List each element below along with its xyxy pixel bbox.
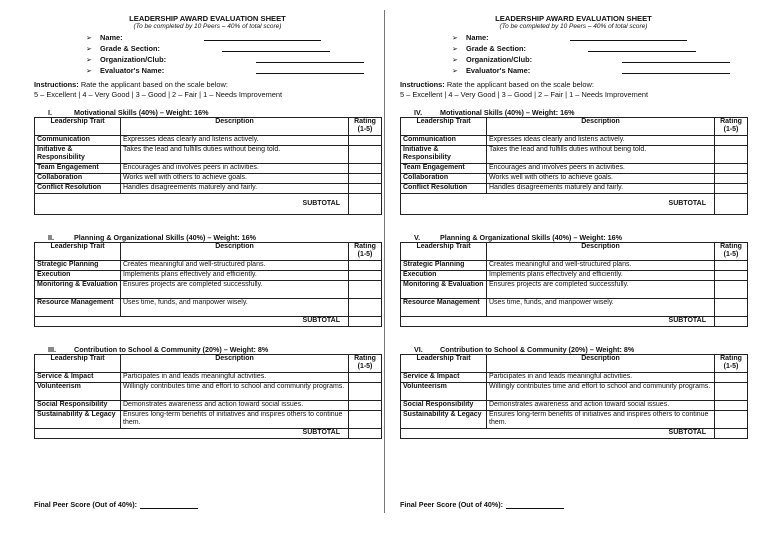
section-name: Contribution to School & Community (20%) – Weight: 8%: [440, 345, 635, 354]
description-cell: Participates in and leads meaningful activities.: [487, 373, 715, 383]
field-blank-line[interactable]: [588, 43, 696, 52]
section-name: Planning & Organizational Skills (40%) – Weight: 16%: [74, 233, 256, 242]
form-subtitle: (To be completed by 10 Peers – 40% of total score): [133, 23, 282, 30]
table-header-row: [35, 243, 382, 261]
description-cell: Expresses ideas clearly and listens actively.: [487, 136, 715, 146]
field-row: [86, 65, 381, 76]
form-subtitle: (To be completed by 10 Peers – 40% of total score): [499, 23, 648, 30]
description-cell: Works well with others to achieve goals.: [487, 174, 715, 184]
trait-cell: Team Engagement: [35, 164, 121, 174]
table-row: [401, 401, 748, 411]
section-title: [48, 233, 381, 242]
table-row: [401, 373, 748, 383]
header-rating: Rating (1-5): [349, 355, 382, 373]
table-row: [401, 411, 748, 429]
rating-input-cell[interactable]: [349, 401, 382, 411]
final-score: [400, 500, 564, 509]
trait-cell: Monitoring & Evaluation: [35, 281, 121, 299]
form-title: LEADERSHIP AWARD EVALUATION SHEET: [129, 14, 286, 23]
header-description: Description: [121, 118, 349, 136]
subtotal-label: SUBTOTAL: [35, 429, 349, 439]
field-label: Evaluator's Name:: [100, 66, 165, 75]
rating-input-cell[interactable]: [715, 401, 748, 411]
rating-input-cell[interactable]: [349, 146, 382, 164]
rating-input-cell[interactable]: [349, 271, 382, 281]
section-title: [414, 108, 747, 117]
table-header-row: [35, 118, 382, 136]
description-cell: Implements plans effectively and efficiently.: [487, 271, 715, 281]
table-row: [35, 146, 382, 164]
description-cell: Ensures long-term benefits of initiatives and inspires others to continue them.: [121, 411, 349, 429]
rating-input-cell[interactable]: [715, 411, 748, 429]
trait-cell: Initiative & Responsibility: [401, 146, 487, 164]
table-row: [401, 281, 748, 299]
trait-cell: Strategic Planning: [401, 261, 487, 271]
instructions-text: Rate the applicant based on the scale below:: [78, 80, 228, 89]
field-row: [86, 32, 381, 43]
header-description: Description: [487, 355, 715, 373]
rating-scale: 5 – Excellent | 4 – Very Good | 3 – Good | 2 – Fair | 1 – Needs Improvement: [400, 90, 649, 99]
field-row: [452, 54, 747, 65]
section-name: Motivational Skills (40%) – Weight: 16%: [74, 108, 209, 117]
section-title: [414, 345, 747, 354]
page-divider: [384, 10, 385, 513]
trait-cell: Social Responsibility: [35, 401, 121, 411]
subtotal-row: [35, 194, 382, 215]
section-numeral: V.: [414, 233, 421, 242]
table-row: [35, 299, 382, 317]
rating-input-cell[interactable]: [349, 383, 382, 401]
table-row: [401, 164, 748, 174]
table-row: [35, 184, 382, 194]
final-score-blank-line[interactable]: [140, 500, 198, 509]
rating-input-cell[interactable]: [349, 174, 382, 184]
subtotal-row: [401, 429, 748, 439]
description-cell: Creates meaningful and well-structured plans.: [487, 261, 715, 271]
rating-table: [34, 117, 382, 215]
description-cell: Implements plans effectively and efficiently.: [121, 271, 349, 281]
description-cell: Demonstrates awareness and action toward social issues.: [487, 401, 715, 411]
description-cell: Demonstrates awareness and action toward social issues.: [121, 401, 349, 411]
rating-input-cell[interactable]: [715, 184, 748, 194]
field-label: Grade & Section:: [100, 44, 160, 53]
header-rating: Rating (1-5): [349, 118, 382, 136]
description-cell: Encourages and involves peers in activities.: [487, 164, 715, 174]
trait-cell: Execution: [35, 271, 121, 281]
section-name: Motivational Skills (40%) – Weight: 16%: [440, 108, 575, 117]
header-trait: Leadership Trait: [35, 243, 121, 261]
field-label: Name:: [466, 33, 489, 42]
field-row: [452, 65, 747, 76]
field-label: Organization/Club:: [466, 55, 533, 64]
trait-cell: Resource Management: [401, 299, 487, 317]
table-row: [401, 261, 748, 271]
description-cell: Creates meaningful and well-structured plans.: [121, 261, 349, 271]
section-numeral: IV.: [414, 108, 423, 117]
header-description: Description: [487, 118, 715, 136]
table-row: [35, 261, 382, 271]
header-trait: Leadership Trait: [401, 118, 487, 136]
evaluation-sheet-right: [400, 14, 747, 509]
trait-cell: Resource Management: [35, 299, 121, 317]
rating-input-cell[interactable]: [715, 174, 748, 184]
table-row: [35, 411, 382, 429]
table-header-row: [401, 118, 748, 136]
header-trait: Leadership Trait: [35, 118, 121, 136]
section-title: [48, 345, 381, 354]
rating-input-cell[interactable]: [715, 281, 748, 299]
rating-input-cell[interactable]: [715, 383, 748, 401]
form-title: LEADERSHIP AWARD EVALUATION SHEET: [495, 14, 652, 23]
field-blank-line[interactable]: [204, 32, 321, 41]
header-rating: Rating (1-5): [715, 243, 748, 261]
description-cell: Expresses ideas clearly and listens actively.: [121, 136, 349, 146]
field-blank-line[interactable]: [222, 43, 330, 52]
table-row: [401, 299, 748, 317]
rating-table: [400, 117, 748, 215]
rating-input-cell[interactable]: [349, 164, 382, 174]
trait-cell: Collaboration: [35, 174, 121, 184]
applicant-fields: [86, 32, 381, 76]
header-trait: Leadership Trait: [401, 355, 487, 373]
rating-table: [34, 242, 382, 327]
trait-cell: Strategic Planning: [35, 261, 121, 271]
field-blank-line[interactable]: [622, 54, 730, 63]
table-row: [35, 136, 382, 146]
description-cell: Works well with others to achieve goals.: [121, 174, 349, 184]
subtotal-input-cell[interactable]: [715, 317, 748, 327]
field-label: Name:: [100, 33, 123, 42]
description-cell: Uses time, funds, and manpower wisely.: [121, 299, 349, 317]
instructions: [34, 80, 381, 89]
description-cell: Takes the lead and fulfills duties without being told.: [487, 146, 715, 164]
field-label: Evaluator's Name:: [466, 66, 531, 75]
subtotal-label: SUBTOTAL: [401, 429, 715, 439]
field-label: Grade & Section:: [466, 44, 526, 53]
field-row: [452, 32, 747, 43]
field-label: Organization/Club:: [100, 55, 167, 64]
subtotal-row: [35, 429, 382, 439]
header-rating: Rating (1-5): [715, 118, 748, 136]
header-description: Description: [121, 355, 349, 373]
rating-input-cell[interactable]: [715, 164, 748, 174]
header-description: Description: [487, 243, 715, 261]
subtotal-row: [35, 317, 382, 327]
field-blank-line[interactable]: [570, 32, 687, 41]
subtotal-input-cell[interactable]: [349, 317, 382, 327]
evaluation-sheet-left: [34, 14, 381, 509]
rating-input-cell[interactable]: [715, 373, 748, 383]
trait-cell: Communication: [401, 136, 487, 146]
trait-cell: Team Engagement: [401, 164, 487, 174]
subtotal-label: SUBTOTAL: [35, 317, 349, 327]
final-score: [34, 500, 198, 509]
rating-table: [400, 354, 748, 439]
trait-cell: Social Responsibility: [401, 401, 487, 411]
field-blank-line[interactable]: [256, 65, 364, 74]
rating-input-cell[interactable]: [349, 299, 382, 317]
description-cell: Ensures projects are completed successfully.: [487, 281, 715, 299]
description-cell: Ensures long-term benefits of initiatives and inspires others to continue them.: [487, 411, 715, 429]
arrow-bullet-icon: ➢: [452, 68, 458, 75]
description-cell: Handles disagreements maturely and fairly.: [487, 184, 715, 194]
table-row: [35, 271, 382, 281]
applicant-fields: [452, 32, 747, 76]
rating-input-cell[interactable]: [715, 146, 748, 164]
field-row: [86, 43, 381, 54]
instructions-label: Instructions:: [400, 80, 445, 89]
subtotal-row: [401, 194, 748, 215]
arrow-bullet-icon: ➢: [452, 57, 458, 64]
description-cell: Handles disagreements maturely and fairly.: [121, 184, 349, 194]
header-rating: Rating (1-5): [349, 243, 382, 261]
rating-input-cell[interactable]: [715, 271, 748, 281]
rating-table: [34, 354, 382, 439]
trait-cell: Volunteerism: [401, 383, 487, 401]
table-row: [401, 271, 748, 281]
rating-input-cell[interactable]: [349, 411, 382, 429]
subtotal-input-cell[interactable]: [715, 194, 748, 215]
trait-cell: Initiative & Responsibility: [35, 146, 121, 164]
description-cell: Encourages and involves peers in activities.: [121, 164, 349, 174]
subtotal-input-cell[interactable]: [349, 429, 382, 439]
table-header-row: [35, 355, 382, 373]
subtotal-label: SUBTOTAL: [401, 317, 715, 327]
section-title: [48, 108, 381, 117]
table-row: [35, 281, 382, 299]
description-cell: Participates in and leads meaningful activities.: [121, 373, 349, 383]
subtotal-input-cell[interactable]: [715, 429, 748, 439]
table-row: [401, 174, 748, 184]
rating-table: [400, 242, 748, 327]
final-score-label: Final Peer Score (Out of 40%):: [400, 500, 504, 509]
section-numeral: III.: [48, 345, 56, 354]
rating-input-cell[interactable]: [715, 136, 748, 146]
arrow-bullet-icon: ➢: [452, 35, 458, 42]
description-cell: Takes the lead and fulfills duties without being told.: [121, 146, 349, 164]
table-row: [401, 383, 748, 401]
trait-cell: Monitoring & Evaluation: [401, 281, 487, 299]
description-cell: Ensures projects are completed successfully.: [121, 281, 349, 299]
rating-input-cell[interactable]: [349, 184, 382, 194]
description-cell: Uses time, funds, and manpower wisely.: [487, 299, 715, 317]
section-numeral: II.: [48, 233, 54, 242]
header-trait: Leadership Trait: [401, 243, 487, 261]
table-row: [35, 164, 382, 174]
trait-cell: Conflict Resolution: [35, 184, 121, 194]
trait-cell: Execution: [401, 271, 487, 281]
rating-input-cell[interactable]: [349, 261, 382, 271]
field-row: [86, 54, 381, 65]
instructions-text: Rate the applicant based on the scale below:: [444, 80, 594, 89]
table-row: [401, 184, 748, 194]
table-row: [35, 373, 382, 383]
field-row: [452, 43, 747, 54]
section-title: [414, 233, 747, 242]
header-description: Description: [121, 243, 349, 261]
subtotal-label: SUBTOTAL: [35, 194, 349, 215]
table-row: [401, 136, 748, 146]
subtotal-row: [401, 317, 748, 327]
rating-input-cell[interactable]: [349, 136, 382, 146]
rating-input-cell[interactable]: [715, 299, 748, 317]
description-cell: Willingly contributes time and effort to school and community programs.: [487, 383, 715, 401]
final-score-label: Final Peer Score (Out of 40%):: [34, 500, 138, 509]
header-rating: Rating (1-5): [715, 355, 748, 373]
field-blank-line[interactable]: [622, 65, 730, 74]
trait-cell: Volunteerism: [35, 383, 121, 401]
description-cell: Willingly contributes time and effort to school and community programs.: [121, 383, 349, 401]
final-score-blank-line[interactable]: [506, 500, 564, 509]
table-row: [35, 401, 382, 411]
table-row: [401, 146, 748, 164]
table-header-row: [401, 355, 748, 373]
header-trait: Leadership Trait: [35, 355, 121, 373]
trait-cell: Collaboration: [401, 174, 487, 184]
instructions-label: Instructions:: [34, 80, 79, 89]
arrow-bullet-icon: ➢: [86, 35, 92, 42]
trait-cell: Service & Impact: [401, 373, 487, 383]
subtotal-input-cell[interactable]: [349, 194, 382, 215]
trait-cell: Sustainability & Legacy: [401, 411, 487, 429]
subtotal-label: SUBTOTAL: [401, 194, 715, 215]
arrow-bullet-icon: ➢: [452, 46, 458, 53]
rating-input-cell[interactable]: [349, 281, 382, 299]
instructions: [400, 80, 747, 89]
arrow-bullet-icon: ➢: [86, 68, 92, 75]
section-name: Planning & Organizational Skills (40%) – Weight: 16%: [440, 233, 622, 242]
rating-input-cell[interactable]: [715, 261, 748, 271]
trait-cell: Service & Impact: [35, 373, 121, 383]
section-numeral: VI.: [414, 345, 423, 354]
table-row: [35, 174, 382, 184]
table-row: [35, 383, 382, 401]
trait-cell: Communication: [35, 136, 121, 146]
arrow-bullet-icon: ➢: [86, 46, 92, 53]
field-blank-line[interactable]: [256, 54, 364, 63]
trait-cell: Conflict Resolution: [401, 184, 487, 194]
arrow-bullet-icon: ➢: [86, 57, 92, 64]
rating-scale: 5 – Excellent | 4 – Very Good | 3 – Good | 2 – Fair | 1 – Needs Improvement: [34, 90, 283, 99]
rating-input-cell[interactable]: [349, 373, 382, 383]
trait-cell: Sustainability & Legacy: [35, 411, 121, 429]
table-header-row: [401, 243, 748, 261]
section-name: Contribution to School & Community (20%) – Weight: 8%: [74, 345, 269, 354]
section-numeral: I.: [48, 108, 52, 117]
